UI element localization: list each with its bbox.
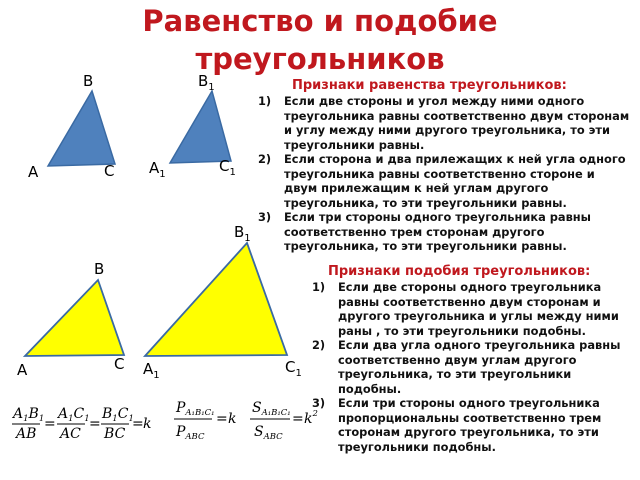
vertex-label-a: A: [28, 163, 39, 181]
title-line-2: треугольников: [195, 42, 445, 76]
svg-text:BC: BC: [104, 426, 126, 442]
similarity-item-2: 2) Если два угла одного треугольника равны соответственно двум углам другого треугольника, то эти треугольники подобны.: [312, 338, 621, 396]
svg-text:=: =: [89, 416, 101, 432]
svg-text:PABC: $P_{ABC}$: [176, 424, 205, 442]
title-line-1: Равенство и подобие: [142, 4, 498, 38]
triangle-abc-blue: [48, 91, 115, 166]
svg-text:k: k: [228, 411, 237, 427]
vertex-label-a1: $A_1$: [149, 159, 166, 180]
vertex-label-c1-yellow: $C_1$: [285, 358, 302, 379]
svg-text:AB: AB: [16, 426, 37, 442]
vertex-label-b: B: [83, 72, 94, 90]
equality-list: [258, 94, 630, 254]
ratio-formula: [11, 406, 151, 442]
triangle-abc-yellow: [25, 280, 124, 356]
triangle-a1b1c1-blue: [170, 91, 231, 163]
svg-text:A1B1: $A_1B_1$: [13, 406, 45, 424]
vertex-label-b-yellow: B: [94, 260, 105, 278]
similarity-item-1: 1) Если две стороны одного треугольника равны соответственно двум сторонам и другого треугольника и углы между ними раны , то эти треугольники подобны.: [312, 280, 619, 338]
perimeter-formula: [174, 400, 236, 442]
area-formula: [250, 400, 318, 442]
svg-text:AC: AC: [60, 426, 81, 442]
svg-text:A1C1: $A_1C_1$: [58, 406, 90, 424]
vertex-label-c-yellow: C: [114, 355, 125, 373]
triangle-a1b1c1-yellow: [145, 243, 287, 356]
svg-text:PA₁B₁C₁: $P_{A_1B_1C_1}$: [176, 400, 215, 418]
equality-item-2: 2) Если сторона и два прилежащих к ней угла одного треугольника равны соответственно стороне и двум прилежащим к ней углам другого треугольника, то эти треугольники равны.: [258, 152, 626, 210]
svg-text:B1C1: $B_1C_1$: [102, 406, 134, 424]
equality-heading: Признаки равенства треугольников:: [292, 78, 567, 93]
vertex-label-b1: $B_1$: [198, 72, 215, 93]
vertex-label-b1-yellow: $B_1$: [234, 223, 251, 244]
vertex-label-c1: $C_1$: [219, 157, 236, 178]
vertex-label-a1-yellow: $A_1$: [143, 360, 160, 381]
similarity-list: [312, 280, 630, 454]
svg-text:SABC: $S_{ABC}$: [254, 424, 283, 442]
svg-text:=: =: [44, 416, 56, 432]
vertex-label-c: C: [104, 162, 115, 180]
similarity-heading: Признаки подобия треугольников:: [328, 264, 591, 279]
svg-text:=: =: [216, 411, 228, 427]
similarity-item-3: 3) Если три стороны одного треугольника пропорциональны соответственно трем сторонам другого треугольника, то эти треугольники подобны.: [312, 396, 602, 454]
svg-text:=: =: [132, 416, 144, 432]
equality-item-3: 3) Если три стороны одного треугольника равны соответственно трем сторонам другого треугольника, то эти треугольники равны.: [258, 210, 591, 253]
svg-text:=: =: [292, 411, 304, 427]
equality-item-1: 1) Если две стороны и угол между ними одного треугольника равны соответственно двум сторонам и углу между ними другого треугольника, то эти треугольники равны.: [258, 94, 630, 152]
svg-text:k: k: [143, 416, 152, 432]
vertex-label-a-yellow: A: [17, 361, 28, 379]
svg-text:k2: $k^2$: [304, 409, 318, 427]
svg-text:SA₁B₁C₁: $S_{A_1B_1C_1}$: [252, 400, 291, 418]
